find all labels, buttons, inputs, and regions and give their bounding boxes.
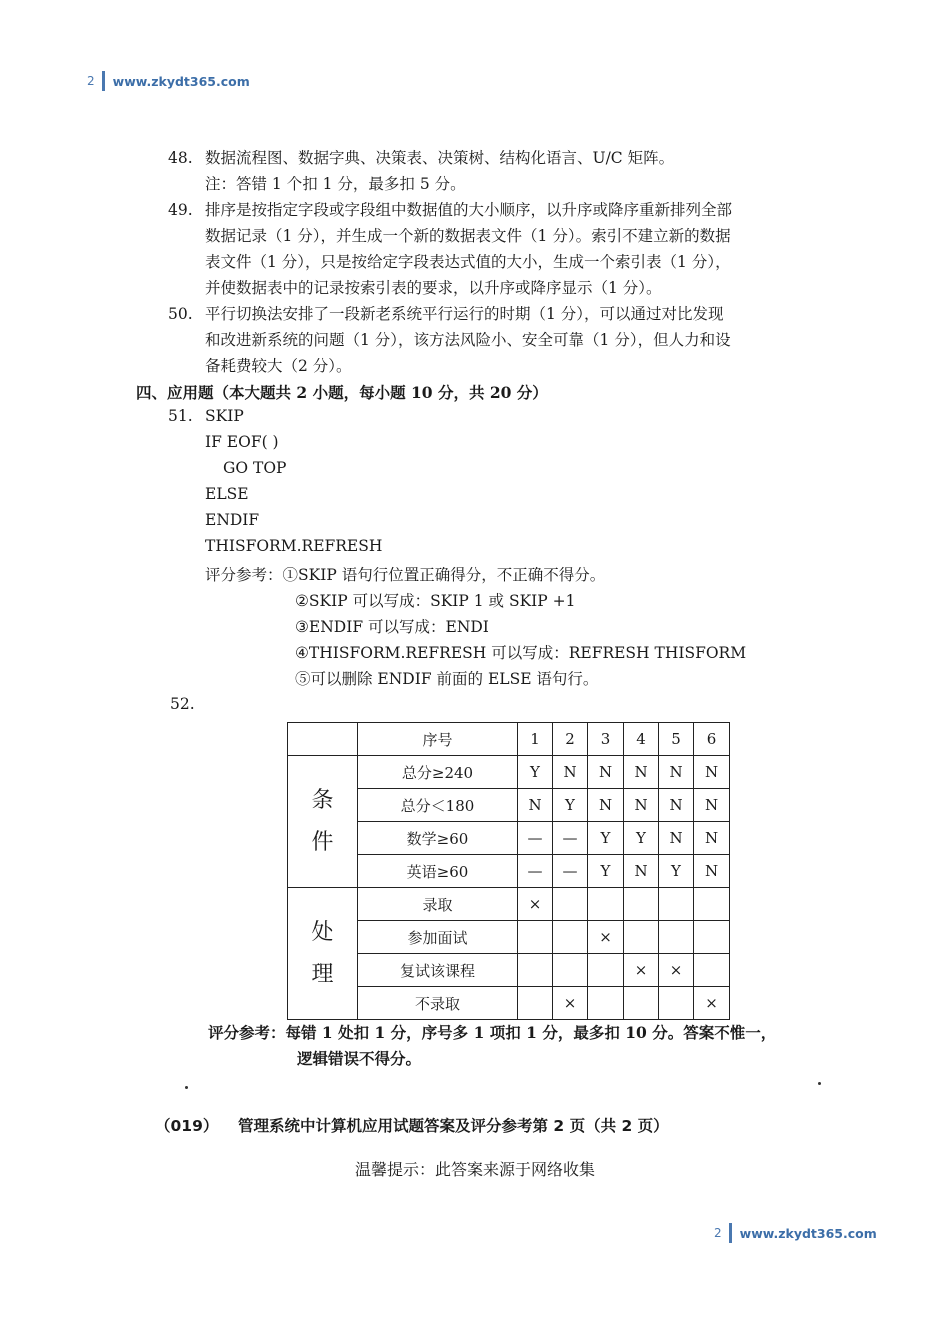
condition-label: 总分≥240 bbox=[358, 756, 518, 789]
table-cell: Y bbox=[624, 822, 659, 855]
table-cell bbox=[588, 888, 624, 921]
sequence-header: 序号 bbox=[358, 723, 518, 756]
q50-line-1: 50. 平行切换法安排了一段新老系统平行运行的时期（1 分），可以通过对比发现 bbox=[168, 305, 724, 323]
table-cell: N bbox=[624, 789, 659, 822]
table-cell: × bbox=[518, 888, 553, 921]
table-cell bbox=[518, 921, 553, 954]
source-notice: 温馨提示：此答案来源于网络收集 bbox=[354, 1160, 595, 1179]
table-cell bbox=[553, 954, 588, 987]
q49-line-3: 表文件（1 分），只是按给定字段表达式值的大小，生成一个索引表（1 分）， bbox=[205, 253, 731, 271]
q49-line-4: 并使数据表中的记录按索引表的要求，以升序或降序显示（1 分）。 bbox=[205, 279, 662, 297]
column-header: 3 bbox=[588, 723, 624, 756]
table-cell: N bbox=[624, 855, 659, 888]
action-label: 参加面试 bbox=[358, 921, 518, 954]
table-cell bbox=[553, 921, 588, 954]
scoring-label: 评分参考： bbox=[205, 566, 283, 584]
q49-number: 49. bbox=[168, 201, 193, 219]
table-cell: N bbox=[659, 789, 694, 822]
column-header: 5 bbox=[659, 723, 694, 756]
action-row bbox=[288, 888, 730, 921]
footer-title: 管理系统中计算机应用试题答案及评分参考第 2 页（共 2 页） bbox=[238, 1117, 669, 1135]
q49-line-1: 49. 排序是按指定字段或字段组中数据值的大小顺序，以升序或降序重新排列全部 bbox=[168, 201, 733, 219]
site-link[interactable]: www.zkydt365.com bbox=[739, 1225, 877, 1241]
table-cell: N bbox=[518, 789, 553, 822]
code-line: SKIP bbox=[205, 407, 244, 425]
corner-cell bbox=[288, 723, 358, 756]
table-cell: N bbox=[588, 756, 624, 789]
column-header: 1 bbox=[518, 723, 553, 756]
scan-speck bbox=[818, 1082, 821, 1085]
action-label: 录取 bbox=[358, 888, 518, 921]
condition-label: 英语≥60 bbox=[358, 855, 518, 888]
condition-row bbox=[288, 756, 730, 789]
q48-line-1: 48. 数据流程图、数据字典、决策表、决策树、结构化语言、U/C 矩阵。 bbox=[168, 149, 675, 167]
table-cell: × bbox=[659, 954, 694, 987]
exam-code: （019） bbox=[155, 1117, 219, 1135]
table-cell bbox=[518, 987, 553, 1020]
column-header: 4 bbox=[624, 723, 659, 756]
table-cell bbox=[694, 888, 730, 921]
table-cell bbox=[588, 954, 624, 987]
scan-speck bbox=[185, 1086, 188, 1089]
table-cell bbox=[694, 921, 730, 954]
q51-number: 51. bbox=[168, 407, 193, 425]
q50-number: 50. bbox=[168, 305, 193, 323]
table-cell: N bbox=[694, 822, 730, 855]
table-cell: Y bbox=[588, 822, 624, 855]
table-cell: N bbox=[659, 756, 694, 789]
q51-scoring-5: ⑤可以删除 ENDIF 前面的 ELSE 语句行。 bbox=[295, 670, 599, 688]
table-cell bbox=[659, 921, 694, 954]
q50-line-2: 和改进新系统的问题（1 分），该方法风险小、安全可靠（1 分），但人力和设 bbox=[205, 331, 731, 349]
site-link[interactable]: www.zkydt365.com bbox=[112, 73, 250, 89]
column-header: 6 bbox=[694, 723, 730, 756]
section-heading: 四、应用题（本大题共 2 小题，每小题 10 分，共 20 分） bbox=[136, 383, 548, 402]
table-cell: N bbox=[659, 822, 694, 855]
code-line: IF EOF( ) bbox=[205, 433, 279, 451]
table-cell: — bbox=[518, 855, 553, 888]
table-cell: — bbox=[553, 822, 588, 855]
table-cell: N bbox=[553, 756, 588, 789]
table-cell: × bbox=[588, 921, 624, 954]
table-cell bbox=[518, 954, 553, 987]
q51-scoring-4: ④THISFORM.REFRESH 可以写成：REFRESH THISFORM bbox=[295, 644, 747, 662]
q51-scoring-1: 评分参考：①SKIP 语句行位置正确得分，不正确不得分。 bbox=[205, 566, 606, 584]
action-group-label: 处 理 bbox=[288, 888, 358, 1020]
table-cell: Y bbox=[659, 855, 694, 888]
table-cell: × bbox=[694, 987, 730, 1020]
page-footer bbox=[714, 1223, 877, 1243]
table-cell bbox=[624, 987, 659, 1020]
q50-line-3: 备耗费较大（2 分）。 bbox=[205, 357, 352, 375]
table-cell bbox=[659, 987, 694, 1020]
q48-note: 注：答错 1 个扣 1 分，最多扣 5 分。 bbox=[205, 175, 466, 193]
column-header: 2 bbox=[553, 723, 588, 756]
decision-table bbox=[287, 722, 730, 1020]
table-cell: — bbox=[553, 855, 588, 888]
table-cell bbox=[694, 954, 730, 987]
condition-label: 总分＜180 bbox=[358, 789, 518, 822]
table-cell bbox=[624, 921, 659, 954]
table-cell: — bbox=[518, 822, 553, 855]
code-line: ELSE bbox=[205, 485, 249, 503]
table-cell: × bbox=[624, 954, 659, 987]
code-line: GO TOP bbox=[223, 459, 287, 477]
code-line: THISFORM.REFRESH bbox=[205, 537, 383, 555]
table-cell: N bbox=[588, 789, 624, 822]
table-cell bbox=[659, 888, 694, 921]
footer-divider bbox=[729, 1223, 732, 1243]
q52-scoring-2: 逻辑错误不得分。 bbox=[297, 1049, 422, 1068]
table-cell bbox=[553, 888, 588, 921]
table-cell: × bbox=[553, 987, 588, 1020]
q51-scoring-3: ③ENDIF 可以写成：ENDI bbox=[295, 618, 489, 636]
table-cell: N bbox=[694, 756, 730, 789]
q48-number: 48. bbox=[168, 149, 193, 167]
q49-line-2: 数据记录（1 分），并生成一个新的数据表文件（1 分）。索引不建立新的数据 bbox=[205, 227, 731, 245]
scoring-label: 评分参考： bbox=[208, 1023, 286, 1042]
code-line: ENDIF bbox=[205, 511, 260, 529]
table-cell bbox=[588, 987, 624, 1020]
action-label: 复试该课程 bbox=[358, 954, 518, 987]
q52-number: 52. bbox=[170, 695, 195, 713]
table-cell: N bbox=[694, 789, 730, 822]
header-divider bbox=[102, 71, 105, 91]
table-cell: Y bbox=[553, 789, 588, 822]
page-number: 2 bbox=[87, 74, 95, 88]
table-cell: N bbox=[624, 756, 659, 789]
page-header bbox=[87, 71, 250, 91]
table-cell bbox=[624, 888, 659, 921]
page-number: 2 bbox=[714, 1226, 722, 1240]
table-cell: Y bbox=[588, 855, 624, 888]
q52-scoring-1: 评分参考：每错 1 处扣 1 分，序号多 1 项扣 1 分，最多扣 10 分。答案不惟一， bbox=[208, 1023, 777, 1042]
table-header-row bbox=[288, 723, 730, 756]
q51-line-1 bbox=[168, 407, 244, 425]
table-cell: N bbox=[694, 855, 730, 888]
condition-label: 数学≥60 bbox=[358, 822, 518, 855]
action-label: 不录取 bbox=[358, 987, 518, 1020]
condition-group-label: 条 件 bbox=[288, 756, 358, 888]
q51-scoring-2: ②SKIP 可以写成：SKIP 1 或 SKIP +1 bbox=[295, 592, 576, 610]
table-cell: Y bbox=[518, 756, 553, 789]
